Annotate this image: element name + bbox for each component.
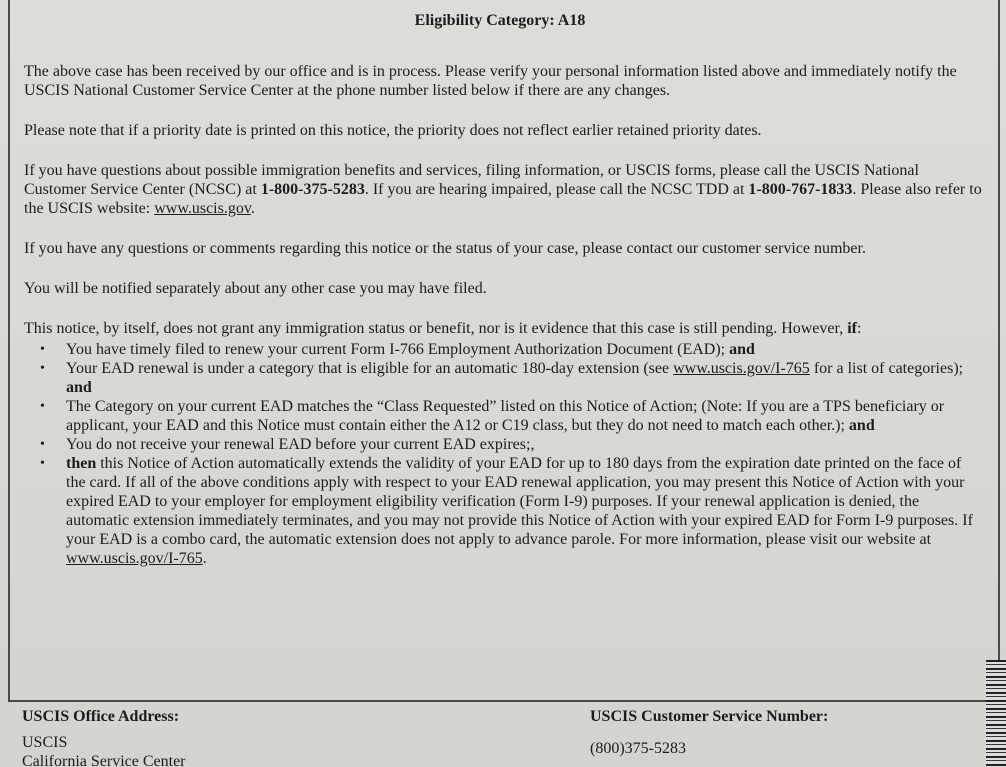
customer-service-title: USCIS Customer Service Number: [590,708,829,725]
office-address-title: USCIS Office Address: [22,708,180,725]
tdd-phone: 1-800-767-1833 [748,181,853,198]
list-item: • You do not receive your renewal EAD before your current EAD expires;, [40,436,535,453]
paragraph-comments: If you have any questions or comments regarding this notice or the status of your case, please contact our customer service number. [24,240,866,257]
i765-link[interactable]: www.uscis.gov/I-765 [673,360,810,377]
bullet-icon: • [40,399,45,414]
bullet-icon: • [40,361,45,376]
list-item: • Your EAD renewal is under a category that is eligible for an automatic 180-day extension (see www.uscis.gov/I-765 for a list of categories); and [40,360,964,396]
paragraph-priority-date: Please note that if a priority date is printed on this notice, the priority does not reflect earlier retained priority dates. [24,122,762,139]
eligibility-heading: Eligibility Category: A18 [414,12,586,29]
paragraph-questions: If you have questions about possible immigration benefits and services, filing information, or USCIS forms, please call the USCIS National Customer Service Center (NCSC) at 1-800-375-5283. If you are hearing impaired, please call the NCSC TDD at 1-800-767-1833. Please also refer to the USCIS website: www.uscis.gov. [24,162,982,217]
office-address-line2: California Service Center [22,753,186,767]
list-item: • You have timely filed to renew your current Form I-766 Employment Authorization Document (EAD); and [40,341,755,358]
conditions-list [24,340,982,568]
bullet-icon: • [40,456,45,471]
uscis-website-link[interactable]: www.uscis.gov [154,200,251,217]
paragraph-case-received: The above case has been received by our office and is in process. Please verify your personal information listed above and immediately notify the USCIS National Customer Service Center at the phone number listed below if there are any changes. [24,63,957,99]
bullet-icon: • [40,342,45,357]
i765-link-2[interactable]: www.uscis.gov/I-765 [66,550,203,567]
list-item: • then this Notice of Action automatically extends the validity of your EAD for up to 180 days from the expiration date printed on the face of the card. If all of the above conditions apply with respect to your EAD renewal application, you may present this Notice of Action with your expired EAD to your employer for employment eligibility verification (Form I-9) purposes. If your renewal application is denied, the automatic extension immediately terminates, and you may not provide this Notice of Action with your expired EAD for Form I-9 purposes. If your EAD is a combo card, the automatic extension does not apply to advance parole. For more information, please visit our website at www.uscis.gov/I-765. [40,455,973,567]
paragraph-not-grant: This notice, by itself, does not grant any immigration status or benefit, nor is it evidence that this case is still pending. However, if: [24,320,862,337]
barcode-strip [986,660,1006,767]
notice-body [24,62,982,568]
customer-service-phone: (800)375-5283 [590,740,686,757]
office-address-line1: USCIS [22,734,68,751]
paragraph-other-case: You will be notified separately about any other case you may have filed. [24,280,487,297]
bullet-icon: • [40,437,45,452]
ncsc-phone: 1-800-375-5283 [260,181,365,198]
list-item: • The Category on your current EAD matches the “Class Requested” listed on this Notice of Action; (Note: If you are a TPS beneficiary or applicant, your EAD and this Notice must contain either the A12 or C19 class, but they do not need to match each other.); and [40,398,945,434]
